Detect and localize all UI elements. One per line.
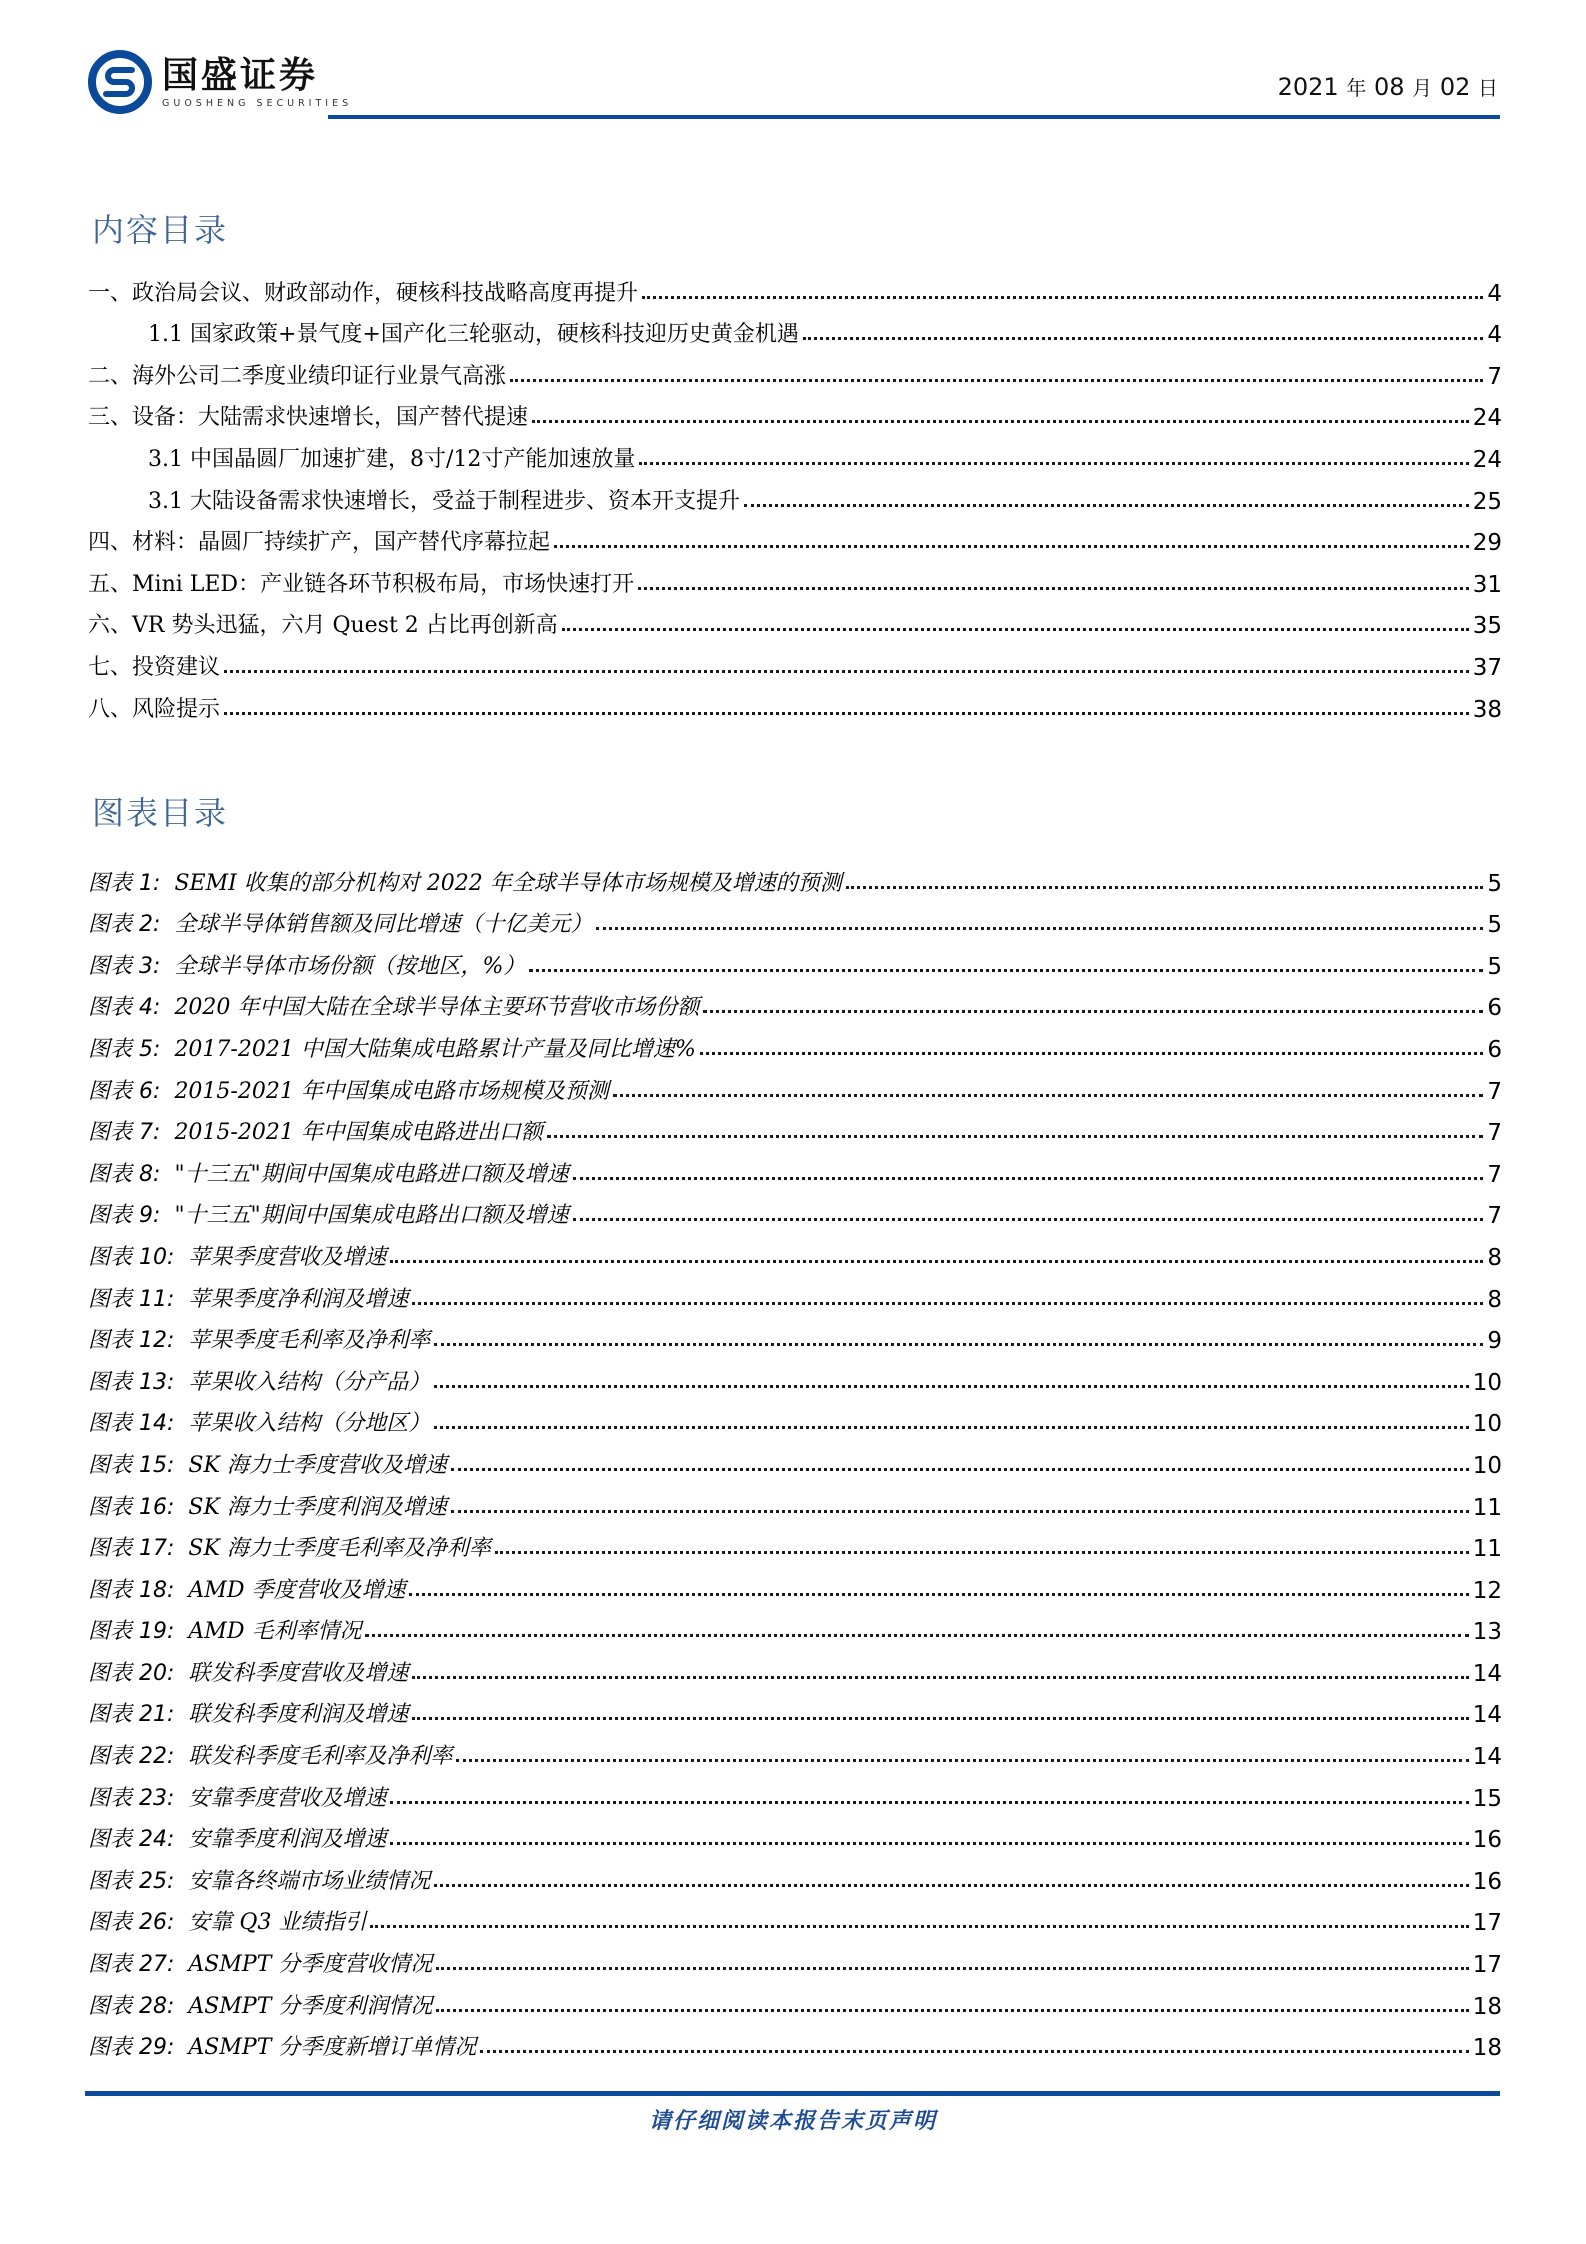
figure-prefix: 图表 bbox=[88, 1036, 133, 1062]
dot-leader bbox=[456, 1759, 1468, 1762]
figure-entry-page: 14 bbox=[1472, 1660, 1502, 1687]
figure-entry-label bbox=[88, 1157, 573, 1188]
figure-number: 9: bbox=[139, 1203, 161, 1229]
figure-entry[interactable] bbox=[88, 1021, 1502, 1063]
figure-entry-page: 17 bbox=[1472, 1952, 1502, 1979]
figure-number: 23: bbox=[139, 1785, 175, 1811]
figure-entry[interactable] bbox=[88, 1146, 1502, 1188]
figure-number: 22: bbox=[139, 1744, 175, 1770]
toc-entry-page: 29 bbox=[1472, 530, 1502, 557]
figure-entry-label bbox=[88, 1198, 573, 1229]
figure-title: 全球半导体销售额及同比增速（十亿美元） bbox=[174, 912, 593, 938]
figure-entry[interactable] bbox=[88, 1812, 1502, 1854]
figure-number: 15: bbox=[139, 1452, 175, 1478]
toc-entry-page: 35 bbox=[1472, 613, 1502, 640]
dot-leader bbox=[436, 1967, 1468, 1970]
figure-entry[interactable] bbox=[88, 1229, 1502, 1271]
dot-leader bbox=[700, 1052, 1484, 1055]
figure-entry-label bbox=[88, 1032, 700, 1063]
figure-entry-page: 9 bbox=[1487, 1328, 1502, 1355]
figure-entry-page: 14 bbox=[1472, 1744, 1502, 1771]
figure-entry-page: 18 bbox=[1472, 2035, 1502, 2062]
figure-number: 19: bbox=[139, 1619, 175, 1645]
dot-leader bbox=[390, 1801, 1468, 1804]
figure-entry-page: 5 bbox=[1487, 912, 1502, 939]
date-year: 2021 bbox=[1277, 73, 1339, 101]
figure-number: 5: bbox=[139, 1036, 161, 1062]
figure-prefix: 图表 bbox=[88, 1328, 133, 1354]
figure-entry[interactable] bbox=[88, 1604, 1502, 1646]
logo-english-name: GUOSHENG SECURITIES bbox=[162, 97, 353, 109]
figure-entry-page: 5 bbox=[1487, 870, 1502, 897]
figure-number: 12: bbox=[139, 1328, 175, 1354]
figure-title: ASMPT 分季度新增订单情况 bbox=[188, 2035, 477, 2061]
figure-entry-page: 15 bbox=[1472, 1785, 1502, 1812]
dot-leader bbox=[436, 2009, 1468, 2012]
toc-entry[interactable] bbox=[88, 639, 1502, 681]
figure-prefix: 图表 bbox=[88, 1952, 133, 1978]
dot-leader bbox=[434, 1385, 1468, 1388]
figure-title: ASMPT 分季度利润情况 bbox=[188, 1993, 433, 2019]
figure-entry[interactable] bbox=[88, 1271, 1502, 1313]
dot-leader bbox=[412, 1302, 1483, 1305]
figures-title: 图表目录 bbox=[92, 794, 229, 832]
toc-entry-label: 三、设备：大陆需求快速增长，国产替代提速 bbox=[88, 405, 529, 431]
figure-title: AMD 季度营收及增速 bbox=[188, 1577, 406, 1603]
dot-leader bbox=[803, 337, 1484, 340]
figure-entry[interactable] bbox=[88, 938, 1502, 980]
figure-entry-page: 11 bbox=[1472, 1536, 1502, 1563]
toc-entry-label: 六、VR 势头迅猛，六月 Quest 2 占比再创新高 bbox=[88, 613, 558, 639]
figure-entry-page: 7 bbox=[1487, 1161, 1502, 1188]
figure-entry-label bbox=[88, 1781, 390, 1812]
figure-entry-label bbox=[88, 1323, 434, 1354]
figure-prefix: 图表 bbox=[88, 1993, 133, 2019]
dot-leader bbox=[547, 1135, 1484, 1138]
figure-title: 2017-2021 中国大陆集成电路累计产量及同比增速% bbox=[174, 1036, 696, 1062]
toc-entry-label: 五、Mini LED：产业链各环节积极布局，市场快速打开 bbox=[88, 571, 635, 597]
toc-entry[interactable] bbox=[88, 556, 1502, 598]
figure-prefix: 图表 bbox=[88, 1868, 133, 1894]
figure-entry[interactable] bbox=[88, 1687, 1502, 1729]
figure-title: 2015-2021 年中国集成电路市场规模及预测 bbox=[174, 1078, 609, 1104]
figure-entry-page: 14 bbox=[1472, 1702, 1502, 1729]
figure-entry-label bbox=[88, 990, 703, 1021]
figure-entry-label bbox=[88, 1573, 409, 1604]
figure-entry-label bbox=[88, 1656, 412, 1687]
figure-entry-page: 7 bbox=[1487, 1120, 1502, 1147]
dot-leader bbox=[596, 927, 1483, 930]
figure-entry-page: 11 bbox=[1472, 1494, 1502, 1521]
contents-list bbox=[88, 265, 1502, 723]
figure-prefix: 图表 bbox=[88, 1660, 133, 1686]
toc-entry-label: 八、风险提示 bbox=[88, 696, 221, 722]
figure-entry-page: 10 bbox=[1472, 1452, 1502, 1479]
dot-leader bbox=[224, 712, 1469, 715]
figure-entry[interactable] bbox=[88, 1978, 1502, 2020]
figure-entry[interactable] bbox=[88, 1770, 1502, 1812]
figure-prefix: 图表 bbox=[88, 1369, 133, 1395]
figure-entry[interactable] bbox=[88, 980, 1502, 1022]
figure-entry-page: 8 bbox=[1487, 1286, 1502, 1313]
figure-title: 联发科季度营收及增速 bbox=[188, 1660, 409, 1686]
figure-title: ASMPT 分季度营收情况 bbox=[188, 1952, 433, 1978]
figure-entry[interactable] bbox=[88, 1728, 1502, 1770]
figure-entry[interactable] bbox=[88, 855, 1502, 897]
figure-entry-page: 18 bbox=[1472, 1993, 1502, 2020]
figure-entry[interactable] bbox=[88, 1063, 1502, 1105]
figures-list bbox=[88, 855, 1502, 2061]
figure-prefix: 图表 bbox=[88, 1203, 133, 1229]
figure-number: 28: bbox=[139, 1993, 175, 2019]
toc-entry-label: 四、材料：晶圆厂持续扩产，国产替代序幕拉起 bbox=[88, 530, 551, 556]
figure-entry-label bbox=[88, 1864, 434, 1895]
dot-leader bbox=[434, 1884, 1468, 1887]
toc-entry[interactable] bbox=[88, 598, 1502, 640]
figure-prefix: 图表 bbox=[88, 1536, 133, 1562]
dot-leader bbox=[639, 462, 1468, 465]
figure-entry[interactable] bbox=[88, 1936, 1502, 1978]
dot-leader bbox=[638, 587, 1469, 590]
figure-entry-label bbox=[88, 866, 846, 897]
dot-leader bbox=[642, 296, 1483, 299]
figure-entry-page: 10 bbox=[1472, 1411, 1502, 1438]
report-date bbox=[1278, 72, 1498, 101]
figure-number: 29: bbox=[139, 2035, 175, 2061]
footer-divider bbox=[85, 2091, 1500, 2096]
figure-title: 安靠季度营收及增速 bbox=[188, 1785, 387, 1811]
figure-prefix: 图表 bbox=[88, 1910, 133, 1936]
figure-entry-label bbox=[88, 1697, 412, 1728]
figure-entry[interactable] bbox=[88, 1354, 1502, 1396]
dot-leader bbox=[613, 1094, 1484, 1097]
figure-title: 苹果收入结构（分产品） bbox=[188, 1369, 431, 1395]
dot-leader bbox=[480, 2050, 1468, 2053]
figure-entry[interactable] bbox=[88, 1521, 1502, 1563]
dot-leader bbox=[365, 1634, 1468, 1637]
figure-title: SK 海力士季度毛利率及净利率 bbox=[188, 1536, 491, 1562]
figure-number: 18: bbox=[139, 1577, 175, 1603]
dot-leader bbox=[412, 1717, 1468, 1720]
figure-entry-label bbox=[88, 1448, 451, 1479]
figure-entry[interactable] bbox=[88, 1437, 1502, 1479]
toc-entry-page: 4 bbox=[1487, 280, 1502, 307]
figure-prefix: 图表 bbox=[88, 870, 133, 896]
toc-entry-label: 七、投资建议 bbox=[88, 654, 221, 680]
figure-prefix: 图表 bbox=[88, 1120, 133, 1146]
figure-entry-label bbox=[88, 1905, 370, 1936]
figure-entry[interactable] bbox=[88, 1396, 1502, 1438]
contents-title: 内容目录 bbox=[92, 211, 229, 249]
figure-entry-label bbox=[88, 1739, 456, 1770]
toc-entry[interactable] bbox=[88, 681, 1502, 723]
dot-leader bbox=[703, 1010, 1483, 1013]
figure-entry[interactable] bbox=[88, 897, 1502, 939]
figure-title: SK 海力士季度营收及增速 bbox=[188, 1452, 447, 1478]
figure-number: 1: bbox=[139, 870, 161, 896]
figure-entry-page: 10 bbox=[1472, 1369, 1502, 1396]
figure-prefix: 图表 bbox=[88, 1619, 133, 1645]
figure-number: 24: bbox=[139, 1827, 175, 1853]
dot-leader bbox=[573, 1218, 1484, 1221]
figure-number: 21: bbox=[139, 1702, 175, 1728]
figure-prefix: 图表 bbox=[88, 1785, 133, 1811]
date-month: 08 bbox=[1373, 73, 1405, 101]
toc-entry-page: 4 bbox=[1487, 322, 1502, 349]
figure-title: 联发科季度利润及增速 bbox=[188, 1702, 409, 1728]
dot-leader bbox=[409, 1593, 1468, 1596]
figure-number: 11: bbox=[139, 1286, 175, 1312]
date-month-unit: 月 bbox=[1412, 76, 1433, 100]
figure-entry[interactable] bbox=[88, 1479, 1502, 1521]
figure-entry-page: 5 bbox=[1487, 953, 1502, 980]
toc-entry-label: 3.1 大陆设备需求快速增长，受益于制程进步、资本开支提升 bbox=[148, 488, 740, 514]
figure-entry-label bbox=[88, 907, 596, 938]
toc-entry-page: 25 bbox=[1472, 488, 1502, 515]
dot-leader bbox=[451, 1510, 1469, 1513]
figure-entry[interactable] bbox=[88, 1895, 1502, 1937]
figure-prefix: 图表 bbox=[88, 912, 133, 938]
figure-title: 苹果收入结构（分地区） bbox=[188, 1411, 431, 1437]
toc-entry-page: 37 bbox=[1472, 654, 1502, 681]
figure-entry-label bbox=[88, 1947, 436, 1978]
figure-title: 安靠季度利润及增速 bbox=[188, 1827, 387, 1853]
toc-entry-page: 24 bbox=[1472, 405, 1502, 432]
figure-entry[interactable] bbox=[88, 1188, 1502, 1230]
figure-entry[interactable] bbox=[88, 1313, 1502, 1355]
figure-entry-label bbox=[88, 1406, 434, 1437]
figure-entry-page: 16 bbox=[1472, 1827, 1502, 1854]
dot-leader bbox=[510, 379, 1483, 382]
figure-prefix: 图表 bbox=[88, 1577, 133, 1603]
figure-prefix: 图表 bbox=[88, 1494, 133, 1520]
figure-title: 2020 年中国大陆在全球半导体主要环节营收市场份额 bbox=[174, 995, 700, 1021]
figure-number: 20: bbox=[139, 1660, 175, 1686]
dot-leader bbox=[412, 1676, 1468, 1679]
figure-prefix: 图表 bbox=[88, 1244, 133, 1270]
figure-entry-label bbox=[88, 1490, 451, 1521]
dot-leader bbox=[532, 420, 1469, 423]
figure-number: 2: bbox=[139, 912, 161, 938]
figure-entry[interactable] bbox=[88, 1853, 1502, 1895]
figure-title: 苹果季度毛利率及净利率 bbox=[188, 1328, 431, 1354]
figure-number: 4: bbox=[139, 995, 161, 1021]
toc-entry[interactable] bbox=[88, 515, 1502, 557]
toc-entry[interactable] bbox=[88, 265, 1502, 307]
figure-number: 25: bbox=[139, 1868, 175, 1894]
date-day: 02 bbox=[1439, 73, 1471, 101]
toc-entry-page: 31 bbox=[1472, 571, 1502, 598]
figure-prefix: 图表 bbox=[88, 1744, 133, 1770]
figure-entry-page: 12 bbox=[1472, 1577, 1502, 1604]
date-day-unit: 日 bbox=[1478, 76, 1498, 100]
figure-number: 8: bbox=[139, 1161, 161, 1187]
figure-prefix: 图表 bbox=[88, 1286, 133, 1312]
figure-prefix: 图表 bbox=[88, 953, 133, 979]
figure-entry[interactable] bbox=[88, 1562, 1502, 1604]
dot-leader bbox=[744, 504, 1469, 507]
figure-prefix: 图表 bbox=[88, 1078, 133, 1104]
figure-entry-label bbox=[88, 1240, 390, 1271]
figure-number: 16: bbox=[139, 1494, 175, 1520]
figure-title: AMD 毛利率情况 bbox=[188, 1619, 362, 1645]
disclaimer-notice: 请仔细阅读本报告末页声明 bbox=[648, 2108, 937, 2134]
dot-leader bbox=[529, 969, 1483, 972]
figure-title: 全球半导体市场份额（按地区，%） bbox=[174, 953, 526, 979]
figure-entry-page: 6 bbox=[1487, 1036, 1502, 1063]
figure-prefix: 图表 bbox=[88, 995, 133, 1021]
figure-entry-label bbox=[88, 1531, 495, 1562]
figure-entry-label bbox=[88, 1989, 436, 2020]
dot-leader bbox=[562, 628, 1469, 631]
figure-number: 17: bbox=[139, 1536, 175, 1562]
toc-entry-label: 一、政治局会议、财政部动作，硬核科技战略高度再提升 bbox=[88, 280, 639, 306]
figure-number: 27: bbox=[139, 1952, 175, 1978]
figure-entry-label bbox=[88, 1282, 412, 1313]
figure-title: 安靠各终端市场业绩情况 bbox=[188, 1868, 431, 1894]
figure-title: SEMI 收集的部分机构对 2022 年全球半导体市场规模及增速的预测 bbox=[174, 870, 842, 896]
toc-entry[interactable] bbox=[88, 431, 1502, 473]
figure-entry-label bbox=[88, 1365, 434, 1396]
dot-leader bbox=[434, 1426, 1468, 1429]
dot-leader bbox=[846, 886, 1484, 889]
figure-entry-page: 13 bbox=[1472, 1619, 1502, 1646]
dot-leader bbox=[554, 545, 1469, 548]
dot-leader bbox=[495, 1551, 1469, 1554]
figure-entry-page: 16 bbox=[1472, 1868, 1502, 1895]
toc-entry-label: 3.1 中国晶圆厂加速扩建，8寸/12寸产能加速放量 bbox=[148, 446, 636, 472]
figure-entry-page: 8 bbox=[1487, 1244, 1502, 1271]
figure-title: 2015-2021 年中国集成电路进出口额 bbox=[174, 1120, 543, 1146]
figure-prefix: 图表 bbox=[88, 2035, 133, 2061]
figure-entry-label bbox=[88, 949, 529, 980]
figure-entry-label bbox=[88, 1115, 547, 1146]
figure-number: 26: bbox=[139, 1910, 175, 1936]
figure-number: 10: bbox=[139, 1244, 175, 1270]
toc-entry-page: 38 bbox=[1472, 696, 1502, 723]
figure-title: SK 海力士季度利润及增速 bbox=[188, 1494, 447, 1520]
toc-entry[interactable] bbox=[88, 307, 1502, 349]
dot-leader bbox=[390, 1260, 1483, 1263]
dot-leader bbox=[370, 1925, 1468, 1928]
figure-number: 14: bbox=[139, 1411, 175, 1437]
figure-prefix: 图表 bbox=[88, 1411, 133, 1437]
toc-entry[interactable] bbox=[88, 390, 1502, 432]
figure-entry-label bbox=[88, 1822, 390, 1853]
figure-prefix: 图表 bbox=[88, 1702, 133, 1728]
date-year-unit: 年 bbox=[1346, 76, 1367, 100]
guosheng-logo-icon bbox=[88, 50, 152, 114]
figure-entry-page: 7 bbox=[1487, 1203, 1502, 1230]
dot-leader bbox=[390, 1842, 1468, 1845]
toc-entry[interactable] bbox=[88, 348, 1502, 390]
dot-leader bbox=[434, 1343, 1483, 1346]
figure-title: 苹果季度营收及增速 bbox=[188, 1244, 387, 1270]
dot-leader bbox=[224, 670, 1469, 673]
figure-prefix: 图表 bbox=[88, 1161, 133, 1187]
figure-entry-page: 7 bbox=[1487, 1078, 1502, 1105]
toc-entry-label: 二、海外公司二季度业绩印证行业景气高涨 bbox=[88, 363, 507, 389]
figure-entry-label bbox=[88, 1614, 365, 1645]
figure-number: 6: bbox=[139, 1078, 161, 1104]
figure-entry[interactable] bbox=[88, 1105, 1502, 1147]
figure-entry[interactable] bbox=[88, 1645, 1502, 1687]
figure-prefix: 图表 bbox=[88, 1452, 133, 1478]
toc-entry-label: 1.1 国家政策+景气度+国产化三轮驱动，硬核科技迎历史黄金机遇 bbox=[148, 322, 799, 348]
dot-leader bbox=[573, 1177, 1484, 1180]
figure-entry-label bbox=[88, 1074, 613, 1105]
figure-entry[interactable] bbox=[88, 2020, 1502, 2062]
figure-number: 3: bbox=[139, 953, 161, 979]
toc-entry-page: 24 bbox=[1472, 446, 1502, 473]
figure-title: "十三五"期间中国集成电路进口额及增速 bbox=[174, 1161, 569, 1187]
figure-entry-page: 6 bbox=[1487, 995, 1502, 1022]
company-logo bbox=[88, 50, 352, 114]
dot-leader bbox=[451, 1468, 1469, 1471]
figure-number: 13: bbox=[139, 1369, 175, 1395]
figure-title: "十三五"期间中国集成电路出口额及增速 bbox=[174, 1203, 569, 1229]
figure-title: 联发科季度毛利率及净利率 bbox=[188, 1744, 453, 1770]
figure-title: 安靠 Q3 业绩指引 bbox=[188, 1910, 367, 1936]
toc-entry[interactable] bbox=[88, 473, 1502, 515]
figure-title: 苹果季度净利润及增速 bbox=[188, 1286, 409, 1312]
toc-entry-page: 7 bbox=[1487, 363, 1502, 390]
header-divider bbox=[328, 115, 1500, 119]
figure-prefix: 图表 bbox=[88, 1827, 133, 1853]
figure-number: 7: bbox=[139, 1120, 161, 1146]
logo-chinese-name: 国盛证券 bbox=[162, 54, 319, 96]
figure-entry-label bbox=[88, 2030, 480, 2061]
figure-entry-page: 17 bbox=[1472, 1910, 1502, 1937]
